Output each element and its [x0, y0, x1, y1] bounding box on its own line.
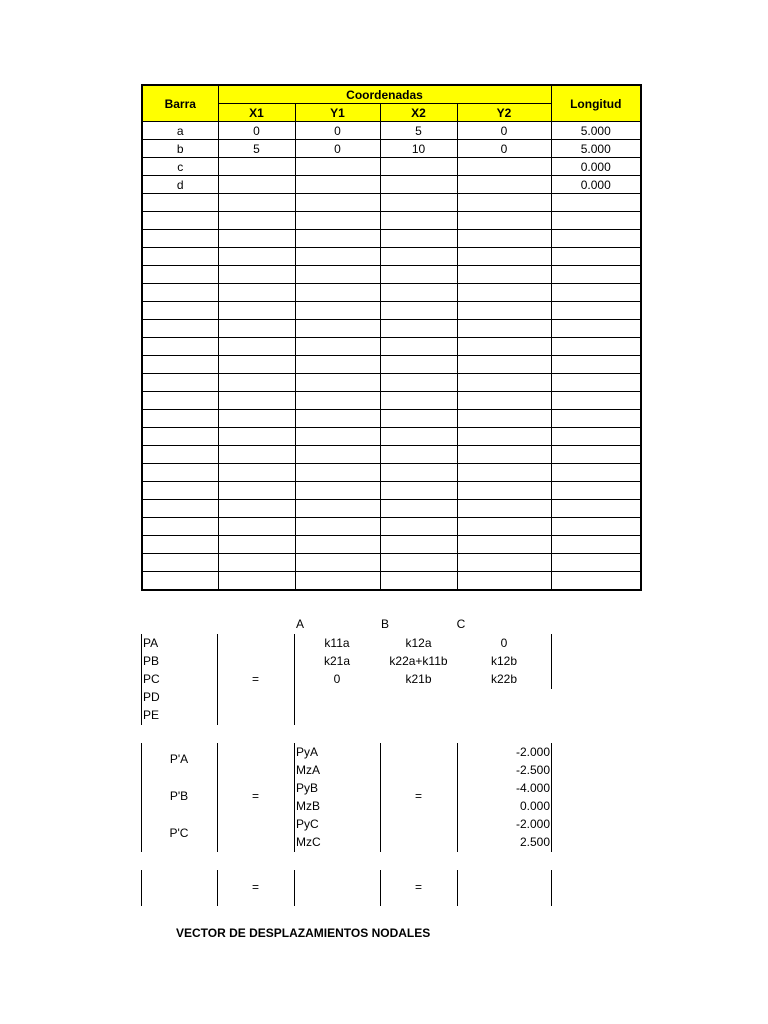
load-component: PyC [296, 817, 319, 831]
table-cell[interactable] [457, 500, 551, 518]
table-cell[interactable] [295, 194, 380, 212]
coordinates-table [141, 84, 642, 591]
table-cell[interactable] [380, 482, 457, 500]
table-cell[interactable] [295, 374, 380, 392]
table-cell[interactable] [218, 392, 295, 410]
table-cell[interactable] [380, 230, 457, 248]
table-cell[interactable] [551, 248, 641, 266]
table-row [142, 230, 641, 248]
table-cell[interactable] [380, 536, 457, 554]
table-cell[interactable] [218, 158, 295, 176]
load-value: -2.500 [515, 763, 550, 777]
table-cell[interactable] [457, 284, 551, 302]
table-cell[interactable] [218, 230, 295, 248]
equals-sign: = [414, 880, 422, 894]
table-cell[interactable] [380, 518, 457, 536]
table-cell[interactable] [218, 248, 295, 266]
table-cell[interactable] [295, 554, 380, 572]
bracket-line [294, 743, 295, 852]
table-cell[interactable] [142, 194, 218, 212]
table-cell[interactable] [142, 338, 218, 356]
col-header-a: A [295, 617, 304, 631]
table-cell[interactable]: 0.000 [551, 176, 641, 194]
table-cell[interactable] [218, 320, 295, 338]
table-cell[interactable] [380, 356, 457, 374]
table-cell[interactable] [295, 266, 380, 284]
table-cell[interactable] [457, 320, 551, 338]
table-cell[interactable] [295, 338, 380, 356]
table-cell[interactable] [142, 518, 218, 536]
table-cell[interactable] [295, 284, 380, 302]
table-cell[interactable] [551, 284, 641, 302]
table-cell[interactable] [218, 554, 295, 572]
table-cell[interactable] [295, 410, 380, 428]
p-label: PC [143, 672, 160, 686]
table-cell[interactable] [218, 446, 295, 464]
load-component: PyB [296, 781, 319, 795]
header-coordenadas: Coordenadas [218, 85, 551, 104]
table-cell[interactable] [218, 284, 295, 302]
table-row [142, 212, 641, 230]
table-cell[interactable]: 5 [218, 140, 295, 158]
table-cell[interactable] [142, 554, 218, 572]
table-cell[interactable] [457, 158, 551, 176]
table-cell[interactable] [218, 356, 295, 374]
table-cell[interactable] [380, 158, 457, 176]
table-cell[interactable] [142, 464, 218, 482]
table-cell[interactable] [380, 500, 457, 518]
table-cell[interactable] [551, 266, 641, 284]
table-cell[interactable] [551, 410, 641, 428]
table-cell[interactable] [295, 158, 380, 176]
table-cell[interactable]: 0 [295, 140, 380, 158]
matrix-cell: k12b [490, 654, 518, 668]
table-body [142, 122, 641, 591]
table-row [142, 122, 641, 140]
table-cell[interactable] [295, 464, 380, 482]
table-cell[interactable]: 0 [457, 140, 551, 158]
table-cell[interactable] [142, 284, 218, 302]
p-label: PA [143, 636, 159, 650]
table-cell[interactable] [551, 536, 641, 554]
table-cell[interactable] [380, 212, 457, 230]
table-cell[interactable]: 5 [380, 122, 457, 140]
bracket-line [551, 743, 552, 852]
table-cell[interactable] [551, 212, 641, 230]
table-cell[interactable] [218, 410, 295, 428]
table-cell[interactable] [380, 446, 457, 464]
table-cell[interactable] [380, 428, 457, 446]
table-cell[interactable] [218, 338, 295, 356]
table-cell[interactable] [295, 536, 380, 554]
matrix-cell: k11a [324, 636, 350, 650]
p-label: PD [143, 690, 160, 704]
table-cell[interactable]: 0 [218, 122, 295, 140]
table-cell[interactable] [457, 302, 551, 320]
table-cell[interactable] [218, 500, 295, 518]
table-cell[interactable] [551, 374, 641, 392]
table-row [142, 554, 641, 572]
table-cell[interactable] [551, 392, 641, 410]
matrix-cell: k21a [323, 654, 351, 668]
table-cell[interactable] [142, 302, 218, 320]
table-cell[interactable] [295, 212, 380, 230]
load-value: -4.000 [515, 781, 550, 795]
table-cell[interactable] [380, 374, 457, 392]
table-cell[interactable] [295, 500, 380, 518]
table-cell[interactable] [551, 194, 641, 212]
table-cell[interactable]: 5.000 [551, 140, 641, 158]
table-cell[interactable] [457, 338, 551, 356]
load-component: MzB [296, 799, 320, 813]
table-row [142, 266, 641, 284]
table-cell[interactable] [295, 392, 380, 410]
table-cell[interactable]: 0 [295, 122, 380, 140]
table-cell[interactable]: b [142, 140, 218, 158]
table-cell[interactable] [380, 554, 457, 572]
table-cell[interactable] [457, 518, 551, 536]
table-cell[interactable] [295, 518, 380, 536]
table-cell[interactable] [142, 536, 218, 554]
table-cell[interactable] [142, 446, 218, 464]
table-cell[interactable] [457, 230, 551, 248]
header-longitud: Longitud [551, 85, 641, 122]
table-row [142, 356, 641, 374]
table-cell[interactable] [457, 554, 551, 572]
table-cell[interactable] [551, 554, 641, 572]
load-label: P'A [169, 752, 189, 766]
table-cell[interactable] [142, 212, 218, 230]
table-row [142, 572, 641, 591]
table-cell[interactable] [295, 320, 380, 338]
table-cell[interactable] [295, 572, 380, 591]
table-cell[interactable] [295, 248, 380, 266]
load-value: 2.500 [519, 835, 550, 849]
load-component: MzA [296, 763, 320, 777]
table-row [142, 302, 641, 320]
table-cell[interactable] [142, 374, 218, 392]
table-cell[interactable] [380, 248, 457, 266]
table-cell[interactable] [218, 194, 295, 212]
table-cell[interactable] [551, 446, 641, 464]
table-cell[interactable]: 5.000 [551, 122, 641, 140]
table-cell[interactable] [380, 572, 457, 591]
table-cell[interactable] [551, 518, 641, 536]
table-row [142, 446, 641, 464]
table-cell[interactable] [218, 518, 295, 536]
table-cell[interactable]: 0 [457, 122, 551, 140]
table-cell[interactable] [380, 464, 457, 482]
table-cell[interactable] [457, 374, 551, 392]
table-cell[interactable] [457, 482, 551, 500]
table-cell[interactable] [142, 248, 218, 266]
table-cell[interactable] [551, 230, 641, 248]
table-row [142, 284, 641, 302]
bracket-line [141, 870, 142, 906]
table-cell[interactable] [380, 320, 457, 338]
equals-sign: = [414, 789, 422, 803]
load-value: 0.000 [519, 799, 550, 813]
table-row [142, 500, 641, 518]
table-cell[interactable] [142, 500, 218, 518]
table-cell[interactable] [551, 482, 641, 500]
table-cell[interactable] [218, 266, 295, 284]
p-label: PB [143, 654, 160, 668]
table-cell[interactable] [295, 446, 380, 464]
load-component: MzC [296, 835, 321, 849]
table-row [142, 248, 641, 266]
table-cell[interactable] [218, 302, 295, 320]
table-cell[interactable] [295, 356, 380, 374]
load-component: PyA [296, 745, 319, 759]
table-cell[interactable] [457, 572, 551, 591]
table-row [142, 176, 641, 194]
table-cell[interactable] [380, 266, 457, 284]
equals-sign: = [251, 880, 259, 894]
table-row [142, 464, 641, 482]
table-cell[interactable] [457, 356, 551, 374]
table-cell[interactable]: 10 [380, 140, 457, 158]
load-value: -2.000 [515, 745, 550, 759]
table-row [142, 140, 641, 158]
table-cell[interactable] [457, 194, 551, 212]
table-cell[interactable] [295, 428, 380, 446]
table-cell[interactable] [142, 230, 218, 248]
bracket-line [551, 870, 552, 906]
p-label: PE [143, 708, 160, 722]
table-row [142, 536, 641, 554]
header-barra: Barra [142, 85, 218, 122]
matrix-cell: k12a [405, 636, 432, 650]
table-cell[interactable] [380, 392, 457, 410]
table-cell[interactable] [457, 212, 551, 230]
bracket-line [294, 870, 295, 906]
header-x2: X2 [380, 104, 457, 122]
table-cell[interactable]: a [142, 122, 218, 140]
load-label: P'B [169, 789, 189, 803]
table-row [142, 194, 641, 212]
table-row [142, 410, 641, 428]
table-cell[interactable] [457, 410, 551, 428]
table-cell[interactable] [142, 482, 218, 500]
table-cell[interactable] [218, 572, 295, 591]
table-cell[interactable] [380, 338, 457, 356]
table-cell[interactable] [457, 536, 551, 554]
table-cell[interactable] [142, 356, 218, 374]
table-row [142, 392, 641, 410]
header-y2: Y2 [457, 104, 551, 122]
matrix-cell: k22a+k11b [389, 654, 448, 668]
table-cell[interactable] [142, 428, 218, 446]
table-cell[interactable] [380, 284, 457, 302]
load-value: -2.000 [515, 817, 550, 831]
table-cell[interactable] [218, 464, 295, 482]
table-row [142, 158, 641, 176]
equals-sign: = [251, 672, 259, 686]
table-cell[interactable]: c [142, 158, 218, 176]
col-header-b: B [380, 617, 389, 631]
table-row [142, 320, 641, 338]
table-cell[interactable] [551, 500, 641, 518]
table-cell[interactable] [551, 428, 641, 446]
table-cell[interactable] [295, 482, 380, 500]
table-cell[interactable] [295, 230, 380, 248]
table-cell[interactable] [295, 176, 380, 194]
header-x1: X1 [218, 104, 295, 122]
table-cell[interactable] [218, 212, 295, 230]
table-cell[interactable] [218, 428, 295, 446]
matrix-cell: k22b [490, 672, 518, 686]
table-cell[interactable] [551, 572, 641, 591]
table-cell[interactable] [218, 482, 295, 500]
table-cell[interactable] [457, 248, 551, 266]
matrix-cell: k21b [405, 672, 432, 686]
table-cell[interactable] [380, 302, 457, 320]
load-label: P'C [169, 826, 189, 840]
table-cell[interactable] [457, 446, 551, 464]
vector-title: VECTOR DE DESPLAZAMIENTOS NODALES [176, 926, 431, 940]
table-header-row [142, 85, 641, 104]
table-row [142, 338, 641, 356]
matrix-cell: 0 [500, 636, 508, 650]
table-cell[interactable] [295, 302, 380, 320]
table-cell[interactable]: 0.000 [551, 158, 641, 176]
table-cell[interactable] [218, 176, 295, 194]
table-cell[interactable] [457, 266, 551, 284]
table-cell[interactable] [380, 176, 457, 194]
table-row [142, 518, 641, 536]
table-cell[interactable] [142, 572, 218, 591]
table-cell[interactable] [457, 428, 551, 446]
table-cell[interactable] [551, 464, 641, 482]
table-cell[interactable] [457, 392, 551, 410]
equals-sign: = [251, 789, 259, 803]
bracket-line [141, 634, 142, 725]
table-cell[interactable]: d [142, 176, 218, 194]
table-row [142, 374, 641, 392]
table-cell[interactable] [142, 392, 218, 410]
matrix-cell: 0 [333, 672, 341, 686]
table-cell[interactable] [457, 176, 551, 194]
table-cell[interactable] [380, 194, 457, 212]
col-header-c: C [456, 617, 466, 631]
table-cell[interactable] [551, 338, 641, 356]
table-row [142, 428, 641, 446]
table-cell[interactable] [142, 266, 218, 284]
table-cell[interactable] [551, 320, 641, 338]
table-cell[interactable] [380, 410, 457, 428]
table-cell[interactable] [457, 464, 551, 482]
table-cell[interactable] [218, 374, 295, 392]
table-cell[interactable] [142, 410, 218, 428]
bracket-line [457, 870, 458, 906]
bracket-line [551, 634, 552, 689]
header-y1: Y1 [295, 104, 380, 122]
table-cell[interactable] [551, 302, 641, 320]
table-cell[interactable] [142, 320, 218, 338]
table-cell[interactable] [551, 356, 641, 374]
table-cell[interactable] [218, 536, 295, 554]
table-row [142, 482, 641, 500]
